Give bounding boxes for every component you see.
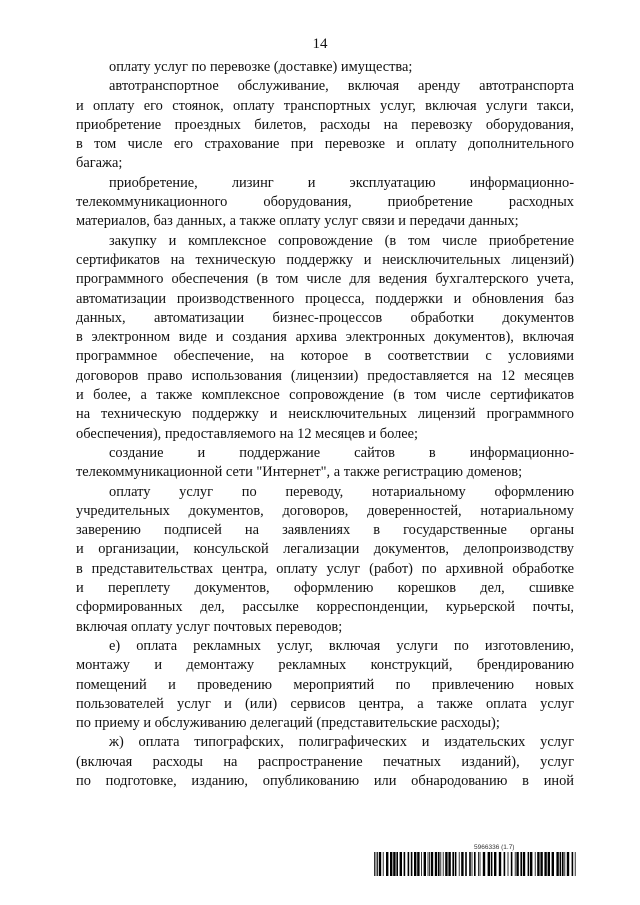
text-line: закупку и комплексное сопровождение (в том числе приобретение [109,232,574,249]
text-line: в представительствах центра, оплату услуг (работ) по архивной обработке [76,560,574,577]
text-line: программное обеспечение, на которое в соответствии с условиями [76,348,574,365]
text-line: заверению подписей на заявлениях в государственные органы [76,522,574,539]
text-line: и более, а также комплексное сопровождение (в том числе сертификатов [76,387,574,404]
text-line: на техническую поддержку и неисключительных лицензий программного [76,406,574,423]
text-line: программного обеспечения (в том числе для ведения бухгалтерского учета, [76,271,574,288]
text-line: автотранспортное обслуживание, включая аренду автотранспорта [109,78,574,95]
text-line: багажа; [76,155,123,172]
text-line: оплату услуг по переводу, нотариальному оформлению [109,483,574,500]
text-line: телекоммуникационного оборудования, приобретение расходных [76,194,574,211]
text-line: пользователей услуг и (или) сервисов центра, а также оплата услуг [76,695,574,712]
text-line: включая оплату услуг почтовых переводов; [76,618,343,635]
text-line: создание и поддержание сайтов в информационно- [109,444,574,461]
text-line: данных, автоматизации бизнес-процессов обработки документов [76,309,574,326]
text-line: в электронном виде и создания архива электронных документов), включая [76,329,574,346]
page-number: 14 [312,36,328,52]
text-line: е) оплата рекламных услуг, включая услуги по изготовлению, [109,637,574,654]
text-line: и организации, консульской легализации документов, делопроизводству [76,541,574,558]
document-body [76,58,574,791]
text-line: телекоммуникационной сети "Интернет", а также регистрацию доменов; [76,464,523,481]
text-line: (включая расходы на распространение печатных изданий), услуг [76,753,574,770]
text-line: ж) оплата типографских, полиграфических и издательских услуг [109,734,574,751]
text-line: по приему и обслуживанию делегаций (представительские расходы); [76,715,500,732]
document-code: 5966336 (1.7) [474,844,515,851]
text-line: автоматизации производственного процесса, поддержки и обновления баз [76,290,574,307]
text-line: помещений и проведению мероприятий по привлечению новых [76,676,574,693]
text-line: учредительных документов, договоров, доверенностей, нотариальному [76,502,574,519]
text-line: договоров право использования (лицензии) предоставляется на 12 месяцев [76,367,574,384]
text-line: монтажу и демонтажу рекламных конструкций, брендированию [76,657,574,674]
text-line: в том числе его страхование при перевозке и оплату дополнительного [76,136,574,153]
text-line: и оплату его стоянок, оплату транспортных услуг, включая услуги такси, [76,97,574,114]
text-line: оплату услуг по перевозке (доставке) имущества; [109,59,413,75]
text-line: обеспечения), предоставляемого на 12 месяцев и более; [76,425,419,442]
text-line: по подготовке, изданию, опубликованию или обнародованию в иной [76,772,574,789]
text-line: приобретение проездных билетов, расходы на перевозку оборудования, [76,116,574,133]
text-line: и переплету документов, оформлению корешков дел, сшивке [76,580,574,597]
barcode-icon [374,852,576,876]
text-line: материалов, баз данных, а также оплату услуг связи и передачи данных; [76,213,519,230]
text-line: сертификатов на техническую поддержку и неисключительных лицензий) [76,251,574,268]
text-line: приобретение, лизинг и эксплуатацию информационно- [109,174,574,191]
text-line: сформированных дел, рассылке корреспонденции, курьерской почты, [76,599,574,616]
